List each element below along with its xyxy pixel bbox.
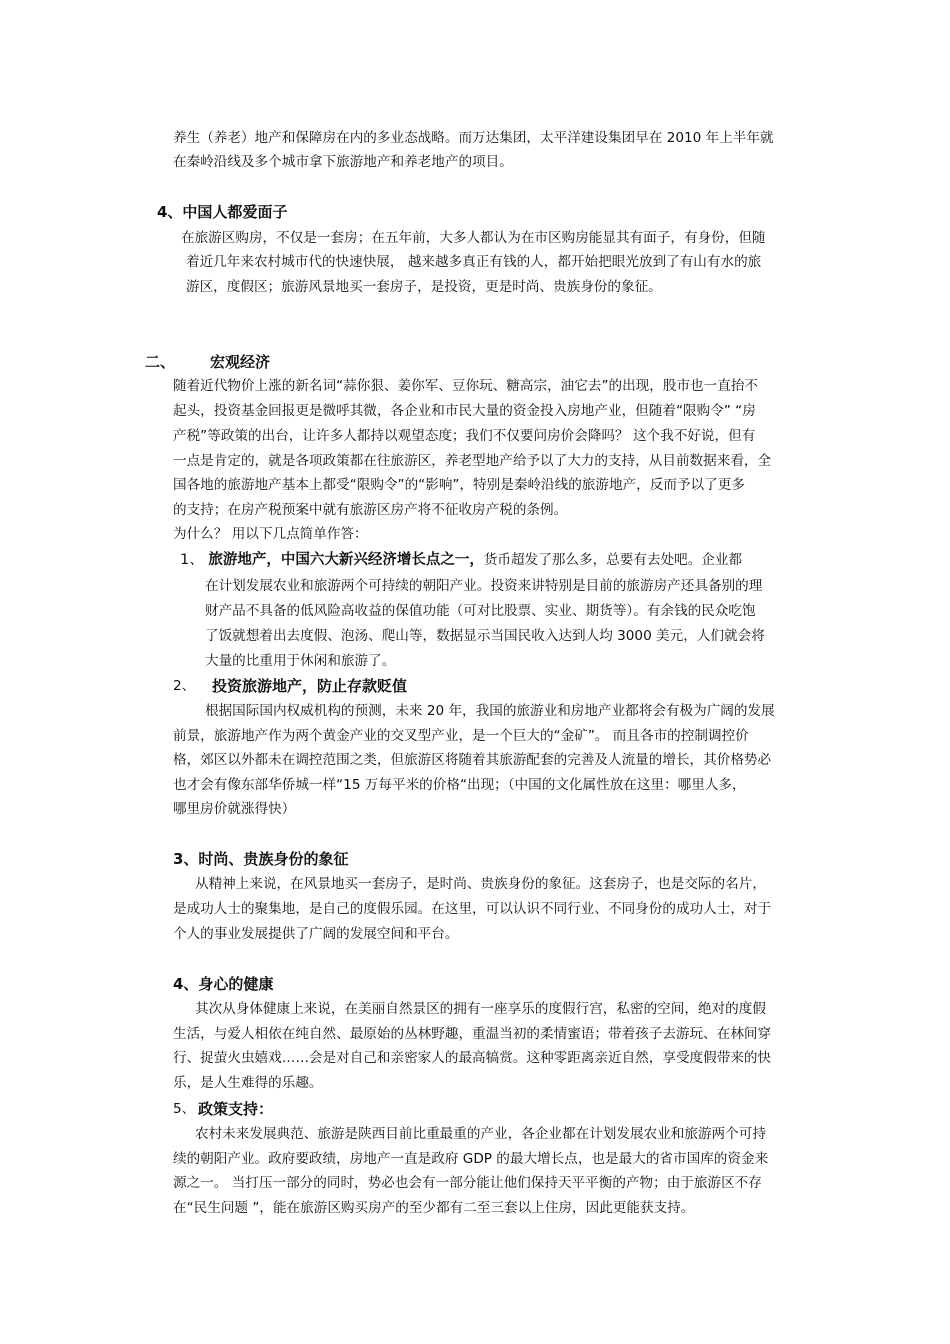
item2-line-2: 前景，旅游地产作为两个黄金产业的交叉型产业，是一个巨大的“金矿”。 而且各市的控制调控价 [173, 728, 749, 744]
item3-line-3: 个人的事业发展提供了广阔的发展空间和平台。 [173, 926, 459, 942]
item2-heading: 投资旅游地产，防止存款贬值 [212, 677, 408, 695]
item4-line-2: 生活，与爱人相依在纯自然、最原始的丛林野趣，重温当初的柔情蜜语；带着孩子去游玩、在林间穿 [173, 1026, 772, 1042]
item1-line-2: 在计划发展农业和旅游两个可持续的朝阳产业。投资来讲特别是目前的旅游房产还具备别的理 [205, 578, 763, 594]
item1-line-4: 了饭就想着出去度假、泡汤、爬山等，数据显示当国民收入达到人均 3000 美元，人们就会将 [205, 628, 765, 644]
macro-line-4: 一点是肯定的，就是各项政策都在往旅游区，养老型地产给予以了大力的支持，从目前数据来看，全 [173, 453, 772, 469]
item5-number: 5、 [173, 1101, 196, 1117]
item1-rest: 货币超发了那么多，总要有去处吧。企业都 [483, 552, 743, 568]
item4-line-4: 乐，是人生难得的乐趣。 [173, 1075, 323, 1091]
item4-line-1: 其次从身体健康上来说，在美丽自然景区的拥有一座享乐的度假行宫，私密的空间，绝对的度假 [195, 1001, 766, 1017]
face-line-1: 在旅游区购房，不仅是一套房；在五年前，大多人都认为在市区购房能显其有面子，有身份，但随 [181, 230, 766, 246]
item3-heading: 3、时尚、贵族身份的象征 [173, 850, 349, 868]
macro-line-3: 产税”等政策的出台，让许多人都持以观望态度；我们不仅要问房价会降吗？ 这个我不好说，但有 [173, 428, 756, 444]
intro-line-1: 养生（养老）地产和保障房在内的多业态战略。而万达集团，太平洋建设集团早在 2010 年上半年就 [173, 130, 774, 146]
item1-line-first [180, 548, 742, 572]
macro-line-7: 为什么？ 用以下几点简单作答： [173, 526, 368, 542]
item5-line-4: 在“民生问题 ”，能在旅游区购买房产的至少都有二至三套以上住房，因此更能获支持。 [173, 1200, 695, 1216]
item1-bold: 旅游地产，中国六大新兴经济增长点之一， [208, 552, 484, 568]
item2-number: 2、 [173, 678, 196, 694]
item2-line-1: 根据国际国内权威机构的预测，未来 20 年，我国的旅游业和房地产业都将会有极为广阔的发展 [205, 703, 775, 719]
item4-line-3: 行、捉萤火虫嬉戏……会是对自己和亲密家人的最高犒赏。这种零距离亲近自然，享受度假带来的快 [173, 1050, 772, 1066]
item1-line-3: 财产品不具备的低风险高收益的保值功能（可对比股票、实业、期货等）。有余钱的民众吃饱 [205, 603, 756, 619]
item5-heading: 政策支持： [198, 1100, 274, 1118]
item2-line-3: 格，郊区以外都未在调控范围之类，但旅游区将随着其旅游配套的完善及人流量的增长，其价格势必 [173, 752, 772, 768]
item3-line-2: 是成功人士的聚集地，是自己的度假乐园。在这里，可以认识不同行业、不同身份的成功人士，对于 [173, 901, 772, 917]
macro-line-6: 的支持；在房产税预案中就有旅游区房产将不征收房产税的条例。 [173, 502, 568, 518]
intro-line-2: 在秦岭沿线及多个城市拿下旅游地产和养老地产的项目。 [173, 154, 513, 170]
macro-title: 宏观经济 [210, 353, 271, 371]
item2-line-4: 也才会有像东部华侨城一样“15 万每平米的价格“出现；（中国的文化属性放在这里：哪里人多， [173, 777, 746, 793]
face-line-2: 着近几年来农村城市代的快速快展， 越来越多真正有钱的人，都开始把眼光放到了有山有水的旅 [186, 254, 762, 270]
macro-line-5: 国各地的旅游地产基本上都受“限购令”的“影响”，特别是秦岭沿线的旅游地产，反而予以了更多 [173, 477, 745, 493]
face-heading: 4、中国人都爱面子 [157, 203, 288, 221]
item4-heading: 4、身心的健康 [173, 975, 274, 993]
macro-number: 二、 [145, 353, 176, 371]
item5-line-2: 续的朝阳产业。政府要政绩，房地产一直是政府 GDP 的最大增长点，也是最大的省市国库的资金来 [173, 1151, 769, 1167]
macro-line-1: 随着近代物价上涨的新名词“蒜你狠、姜你军、豆你玩、糖高宗，油它去”的出现，股市也一直抬不 [173, 378, 759, 394]
face-line-3: 游区，度假区；旅游风景地买一套房子，是投资，更是时尚、贵族身份的象征。 [186, 279, 662, 295]
item5-line-3: 源之一。 当打压一部分的同时，势必也会有一部分能让他们保持天平平衡的产物；由于旅游区不存 [173, 1175, 762, 1191]
item1-line-5: 大量的比重用于休闲和旅游了。 [205, 653, 396, 669]
item5-line-1: 农村未来发展典范、旅游是陕西目前比重最重的产业，各企业都在计划发展农业和旅游两个可持 [195, 1126, 766, 1142]
item1-number: 1、 [180, 552, 204, 568]
macro-line-2: 起头，投资基金回报更是微呼其微，各企业和市民大量的资金投入房地产业，但随着“限购令” “房 [173, 403, 756, 419]
item3-line-1: 从精神上来说，在风景地买一套房子，是时尚、贵族身份的象征。这套房子，也是交际的名片， [195, 876, 766, 892]
item2-line-5: 哪里房价就涨得快） [173, 801, 296, 817]
